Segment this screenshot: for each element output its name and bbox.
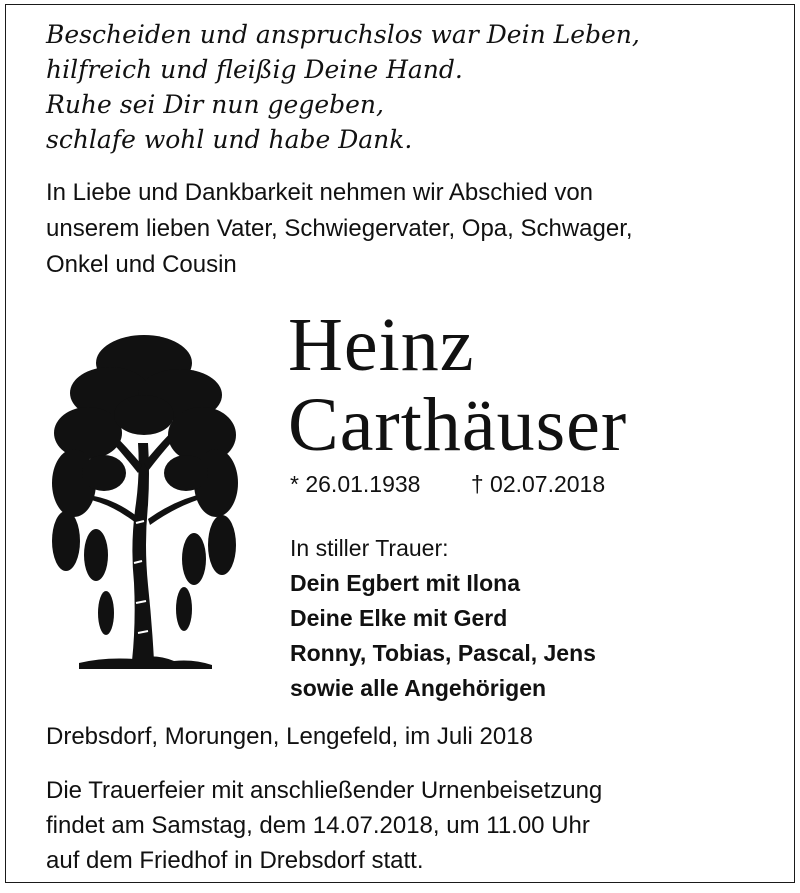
mourner-name: Dein Egbert mit Ilona (290, 570, 521, 596)
intro-text (46, 175, 766, 283)
place-date: Drebsdorf, Morungen, Lengefeld, im Juli 2018 (46, 723, 533, 750)
mourners-label: In stiller Trauer: (290, 535, 449, 561)
mourner-name: Deine Elke mit Gerd (290, 605, 508, 631)
mourner-name: sowie alle Angehörigen (290, 675, 547, 701)
first-name: Heinz (288, 303, 475, 387)
mourners-block (290, 531, 596, 706)
poem-line: hilfreich und fleißig Deine Hand. (46, 55, 463, 84)
intro-line: In Liebe und Dankbarkeit nehmen wir Abschied von (46, 179, 594, 206)
intro-line: unserem lieben Vater, Schwiegervater, Opa, Schwager, (46, 215, 633, 242)
funeral-line: auf dem Friedhof in Drebsdorf statt. (46, 847, 424, 874)
intro-line: Onkel und Cousin (46, 251, 237, 278)
last-name: Carthäuser (288, 383, 628, 467)
funeral-line: findet am Samstag, dem 14.07.2018, um 11.00 Uhr (46, 812, 590, 839)
death-date: † 02.07.2018 (470, 471, 606, 497)
poem-line: Ruhe sei Dir nun gegeben, (46, 90, 384, 119)
life-dates (290, 471, 605, 498)
poem (46, 17, 766, 157)
obituary-notice (5, 4, 795, 883)
poem-line: schlafe wohl und habe Dank. (46, 125, 413, 154)
mourner-name: Ronny, Tobias, Pascal, Jens (290, 640, 596, 666)
poem-line: Bescheiden und anspruchslos war Dein Leben, (46, 20, 640, 49)
birth-date: * 26.01.1938 (290, 471, 421, 497)
funeral-info (46, 773, 602, 878)
birch-tree-icon (44, 323, 244, 673)
funeral-line: Die Trauerfeier mit anschließender Urnenbeisetzung (46, 777, 603, 804)
deceased-name (288, 305, 627, 465)
